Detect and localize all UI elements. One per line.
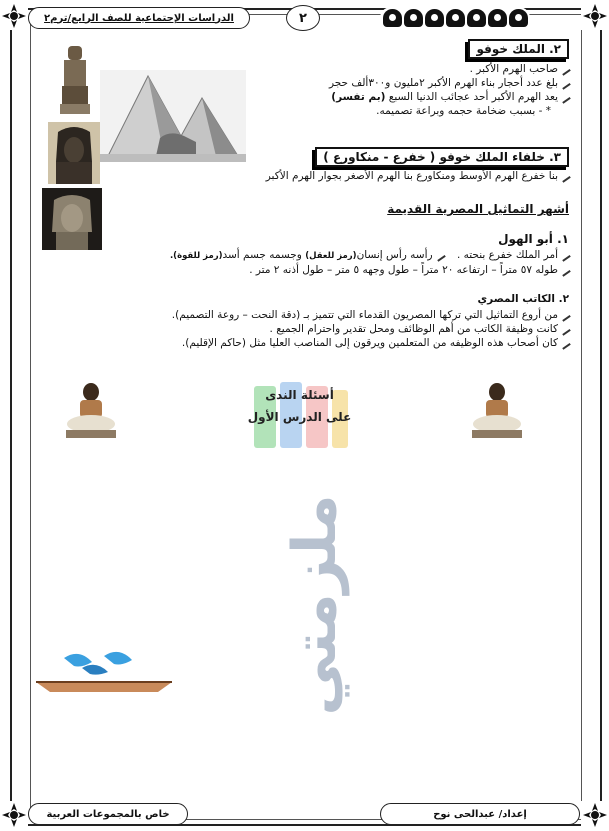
successors-line: بنا خفرع الهرم الأوسط ومنكاورع بنا الهرم الأصغر بجوار الهرم الأكبر <box>239 169 569 183</box>
header-title: الدراسات الإجتماعية للصف الرابع/ترم٢ <box>28 7 250 29</box>
seated-scribe-image <box>468 380 526 440</box>
khufu-line: بلغ عدد أحجار بناء الهرم الأكبر ٢مليون و٣٠٠ألف حجر <box>239 76 569 90</box>
header-ornament <box>380 7 530 29</box>
corner-ornament <box>0 2 28 30</box>
scribe-heading: ٢. الكاتب المصري <box>477 293 569 305</box>
sphinx-block <box>39 232 569 277</box>
page-number: ٢ <box>286 5 320 31</box>
corner-ornament <box>0 801 28 829</box>
seated-scribe-image <box>62 380 120 440</box>
pen-icon <box>558 170 571 183</box>
scribe-line: من أروع التماثيل التي تركها المصريون القدماء التي تتميز بـ (دقة النحت – روعة التصميم). <box>39 308 569 322</box>
pen-icon <box>558 337 571 350</box>
section-successors <box>239 146 569 183</box>
pyramids-image <box>100 70 246 162</box>
footer-author: إعداد/ عبدالحى نوح <box>380 803 580 825</box>
statues-heading: أشهر التماثيل المصرية القديمة <box>387 202 569 216</box>
corner-ornament <box>581 801 609 829</box>
pen-icon <box>558 323 571 336</box>
khufu-line: يعد الهرم الأكبر أحد عجائب الدنيا السبع (بم تفسر) <box>239 90 569 104</box>
sphinx-line: أمر الملك خفرع بنحته . رأسه رأس إنسان(رمز للعقل) وجسمه جسم أسد(رمز للقوة). <box>39 248 569 263</box>
pen-icon <box>558 249 571 262</box>
khufu-heading: ٢. الملك خوفو <box>468 39 569 59</box>
watermark: ملزمتي <box>280 494 350 716</box>
pen-icon <box>558 77 571 90</box>
pen-icon <box>558 63 571 76</box>
pen-icon <box>558 91 571 104</box>
khufu-line: * - بسبب ضخامة حجمه وبراعة تصميمه. <box>376 105 551 117</box>
footer-note: خاص بالمجموعات العربية <box>28 803 188 825</box>
khafre-head-image <box>48 122 100 184</box>
boat-logo-image <box>34 648 174 696</box>
scribe-line: كانت وظيفة الكاتب من أهم الوظائف ومحل تقدير واحترام الجميع . <box>39 322 569 336</box>
section-khufu <box>239 38 569 118</box>
quiz-logo: أسئلة الندى على الدرس الأول <box>232 372 367 457</box>
scribe-line: كان أصحاب هذه الوظيفه من المتعلمين ويرقون إلى المناصب العليا مثل (حاكم الإقليم). <box>39 336 569 350</box>
pen-icon <box>433 249 446 262</box>
sphinx-line: طوله ٥٧ متراً – ارتفاعه ٢٠ متراً – طول وجهه ٥ متر – طول أذنه ٢ متر . <box>39 263 569 277</box>
pharaoh-statue-image <box>58 44 92 116</box>
corner-ornament <box>581 2 609 30</box>
scribe-block <box>39 292 569 350</box>
successors-heading: ٣. خلفاء الملك خوفو ( خفرع - منكاورع ) <box>315 147 569 167</box>
statues-section <box>129 202 569 216</box>
pen-icon <box>558 309 571 322</box>
khufu-line: صاحب الهرم الأكبر . <box>239 62 569 76</box>
pen-icon <box>558 264 571 277</box>
sphinx-heading: ١. أبو الهول <box>498 232 569 246</box>
